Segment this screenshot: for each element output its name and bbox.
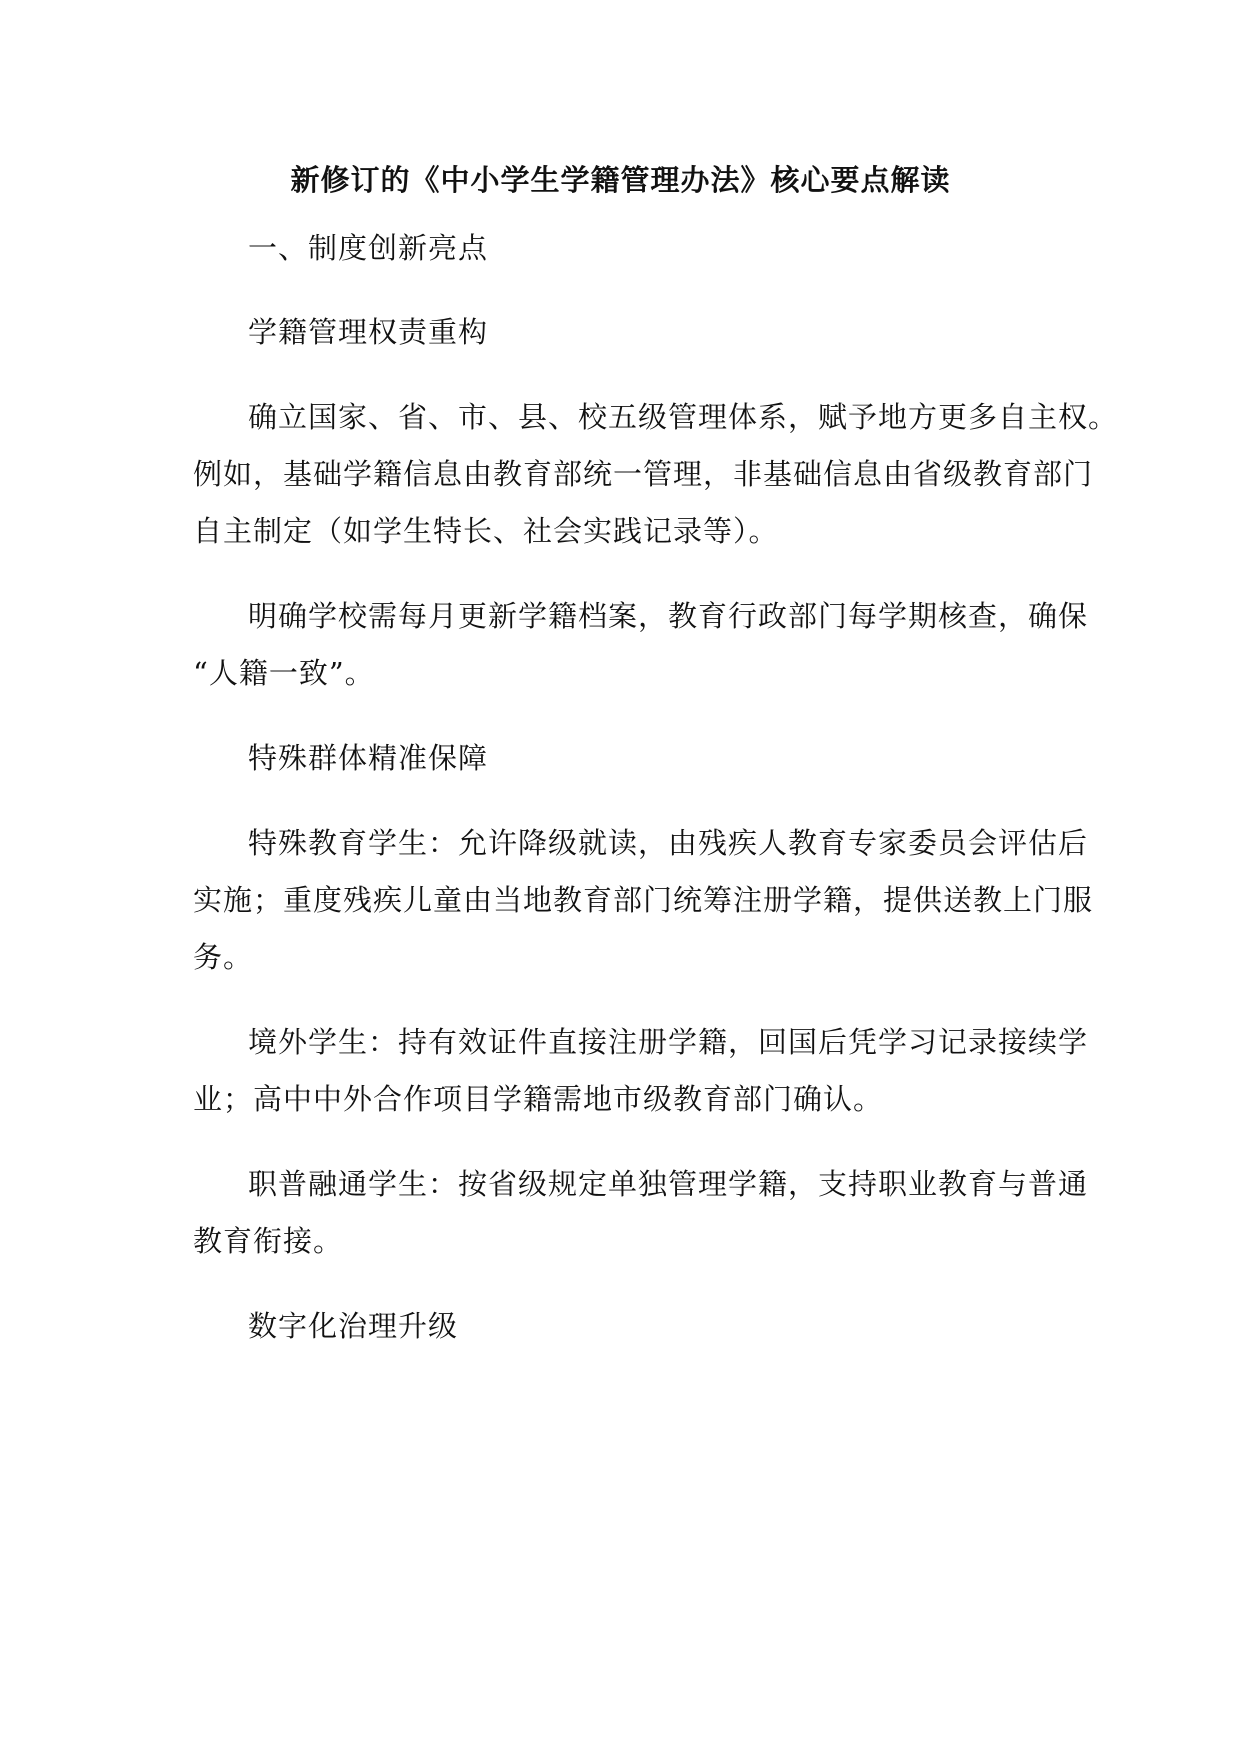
paragraph-line: 明确学校需每月更新学籍档案，教育行政部门每学期核查，确保 (248, 599, 1089, 633)
subsection-heading: 数字化治理升级 (248, 1309, 459, 1343)
paragraph-line: 确立国家、省、市、县、校五级管理体系，赋予地方更多自主权。 (248, 400, 1119, 434)
paragraph-line: 境外学生：持有效证件直接注册学籍，回国后凭学习记录接续学 (248, 1025, 1089, 1059)
paragraph-line: 教育衔接。 (193, 1224, 344, 1258)
paragraph-line: 务。 (193, 940, 254, 974)
paragraph-line: 实施；重度残疾儿童由当地教育部门统筹注册学籍，提供送教上门服 (193, 883, 1094, 917)
paragraph-line: 业；高中中外合作项目学籍需地市级教育部门确认。 (193, 1082, 884, 1116)
section-heading: 一、制度创新亮点 (248, 231, 489, 265)
subsection-heading: 学籍管理权责重构 (248, 315, 489, 349)
paragraph-line: 自主制定（如学生特长、社会实践记录等）。 (193, 514, 779, 548)
paragraph-line: 职普融通学生：按省级规定单独管理学籍，支持职业教育与普通 (248, 1167, 1089, 1201)
paragraph-line: 特殊教育学生：允许降级就读，由残疾人教育专家委员会评估后 (248, 826, 1089, 860)
paragraph-line: “人籍一致”。 (193, 656, 375, 690)
paragraph-line: 例如，基础学籍信息由教育部统一管理，非基础信息由省级教育部门 (193, 457, 1094, 491)
subsection-heading: 特殊群体精准保障 (248, 741, 489, 775)
document-title: 新修订的《中小学生学籍管理办法》核心要点解读 (290, 163, 951, 197)
